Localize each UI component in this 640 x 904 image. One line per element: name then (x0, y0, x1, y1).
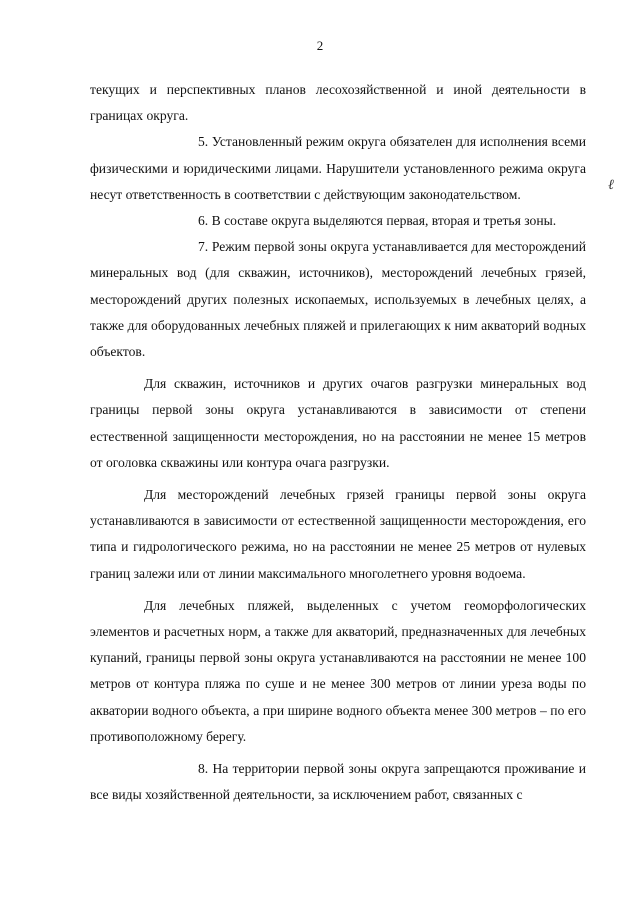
paragraph-item-6 (90, 208, 586, 234)
paragraph-therapeutic-mud (90, 482, 586, 587)
margin-handwritten-mark: ℓ (608, 178, 614, 193)
paragraph-text: текущих и перспективных планов лесохозяйственной и иной деятельности в границах округа. (90, 82, 586, 124)
paragraph-text: На территории первой зоны округа запрещаются проживание и все виды хозяйственной деятельности, за исключением работ, связанных с (90, 761, 586, 803)
paragraph-mineral-water-sources (90, 371, 586, 476)
paragraph-number: 5. (198, 134, 209, 150)
paragraph-item-5 (90, 129, 586, 208)
paragraph-text: Установленный режим округа обязателен для исполнения всеми физическими и юридическими лицами. Нарушители установленного режима округа несут ответственность в соответствии с действующим законодательством. (90, 134, 586, 202)
paragraph-text: Режим первой зоны округа устанавливается для месторождений минеральных вод (для скважин, источников), месторождений лечебных грязей, месторождений других полезных ископаемых, используемых в лечебных целях, а также для оборудованных лечебных пляжей и прилегающих к ним акваторий водных объектов. (90, 239, 586, 360)
paragraph-text: Для лечебных пляжей, выделенных с учетом геоморфологических элементов и расчетных норм, а также для акваторий, предназначенных для лечебных купаний, границы первой зоны округа устанавливаются на расстоянии не менее 100 метров от контура пляжа по суше и не менее 300 метров от линии уреза воды по акватории водного объекта, а при ширине водного объекта менее 300 метров – по его противоположному берегу. (90, 597, 586, 744)
paragraph-item-8 (90, 756, 586, 808)
paragraph-continuation (90, 77, 586, 129)
document-body (90, 77, 586, 808)
paragraph-text: Для месторождений лечебных грязей границы первой зоны округа устанавливаются в зависимости от естественной защищенности месторождения, его типа и гидрологического режима, но на расстоянии не менее 25 метров от нулевых границ залежи или от линии максимального многолетнего уровня водоема. (90, 487, 586, 581)
page-number: 2 (316, 38, 324, 53)
paragraph-number: 7. (198, 239, 209, 255)
paragraph-text: В составе округа выделяются первая, вторая и третья зоны. (211, 213, 557, 229)
paragraph-item-7 (90, 234, 586, 365)
paragraph-number: 6. (198, 213, 209, 229)
paragraph-therapeutic-beaches (90, 593, 586, 750)
paragraph-text: Для скважин, источников и других очагов разгрузки минеральных вод границы первой зоны округа устанавливаются в зависимости от степени естественной защищенности месторождения, но на расстоянии не менее 15 метров от оголовка скважины или контура очага разгрузки. (90, 376, 586, 470)
paragraph-number: 8. (198, 761, 209, 777)
